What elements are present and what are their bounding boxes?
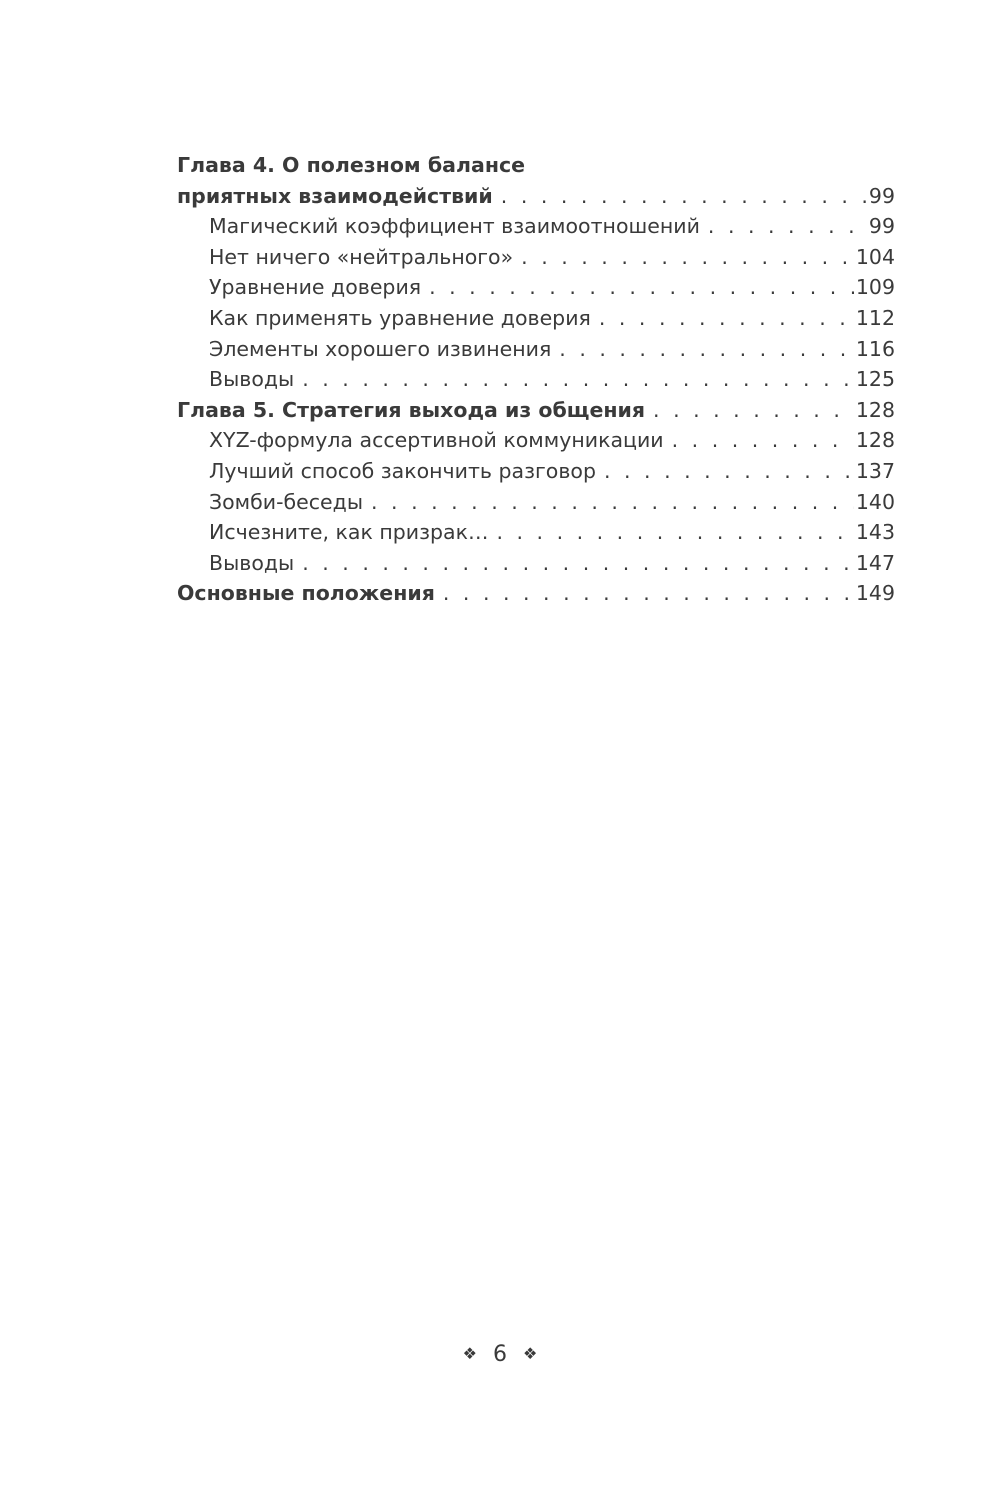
page-footer (0, 1342, 1000, 1367)
toc-main-points[interactable] (177, 578, 895, 609)
toc-entry[interactable] (177, 334, 895, 365)
toc-entry[interactable] (177, 303, 895, 334)
toc-chapter-5[interactable] (177, 395, 895, 426)
toc-chapter-4[interactable] (177, 181, 895, 212)
toc-entry-page: 99 (868, 183, 895, 208)
dot-leader (653, 395, 854, 426)
toc-entry[interactable] (177, 364, 895, 395)
toc-entry-page: 149 (855, 581, 895, 606)
toc-entry-title: Выводы (209, 550, 295, 575)
toc-entry-title: Элементы хорошего извинения (209, 336, 552, 361)
toc-entry-title: XYZ-формула ассертивной коммуникации (209, 428, 664, 453)
dot-leader (672, 425, 854, 456)
dot-leader (521, 242, 854, 273)
toc-entry-title: Основные положения (177, 581, 435, 606)
toc-entry-title: Магический коэффициент взаимоотношений (209, 214, 700, 239)
toc-entry-title: Нет ничего «нейтрального» (209, 244, 514, 269)
toc-entry[interactable] (177, 517, 895, 548)
toc-entry-title: Уравнение доверия (209, 275, 422, 300)
toc-entry-page: 116 (855, 336, 895, 361)
dot-leader (604, 456, 854, 487)
page-number: 6 (493, 1342, 507, 1367)
toc-entry-title: Глава 5. Стратегия выхода из общения (177, 397, 646, 422)
dot-leader (429, 272, 854, 303)
toc-entry-page: 125 (855, 367, 895, 392)
toc-entry-page: 140 (855, 489, 895, 514)
toc-entry-title: Исчезните, как призрак… (209, 520, 489, 545)
toc-entry[interactable] (177, 272, 895, 303)
toc-entry-page: 147 (855, 550, 895, 575)
toc-entry-title: приятных взаимодействий (177, 183, 493, 208)
dot-leader (302, 548, 854, 579)
dot-leader (496, 517, 853, 548)
toc-entry-page: 99 (868, 214, 895, 239)
toc-entry-page: 112 (855, 305, 895, 330)
toc-entry-page: 104 (855, 244, 895, 269)
toc-entry-page: 137 (855, 458, 895, 483)
toc-entry-title: Выводы (209, 367, 295, 392)
toc-entry[interactable] (177, 456, 895, 487)
toc-entry-title: Глава 4. О полезном балансе (177, 153, 526, 177)
table-of-contents (177, 150, 895, 609)
dot-leader (599, 303, 854, 334)
toc-entry[interactable] (177, 211, 895, 242)
dot-leader (371, 487, 854, 518)
toc-entry-title: Зомби-беседы (209, 489, 364, 514)
toc-chapter-4-title-line-1 (177, 150, 895, 181)
dot-leader (559, 334, 854, 365)
toc-entry-title: Как применять уравнение доверия (209, 305, 591, 330)
toc-entry[interactable] (177, 425, 895, 456)
toc-entry-page: 128 (855, 428, 895, 453)
dot-leader (302, 364, 854, 395)
toc-entry-page: 109 (855, 275, 895, 300)
toc-entry-page: 128 (855, 397, 895, 422)
toc-entry[interactable] (177, 242, 895, 273)
dot-leader (501, 181, 867, 212)
ornament-icon: ❖ (462, 1344, 477, 1363)
toc-entry-page: 143 (855, 520, 895, 545)
dot-leader (708, 211, 867, 242)
toc-entry[interactable] (177, 487, 895, 518)
dot-leader (443, 578, 854, 609)
toc-entry[interactable] (177, 548, 895, 579)
ornament-icon: ❖ (523, 1344, 538, 1363)
toc-entry-title: Лучший способ закончить разговор (209, 458, 596, 483)
